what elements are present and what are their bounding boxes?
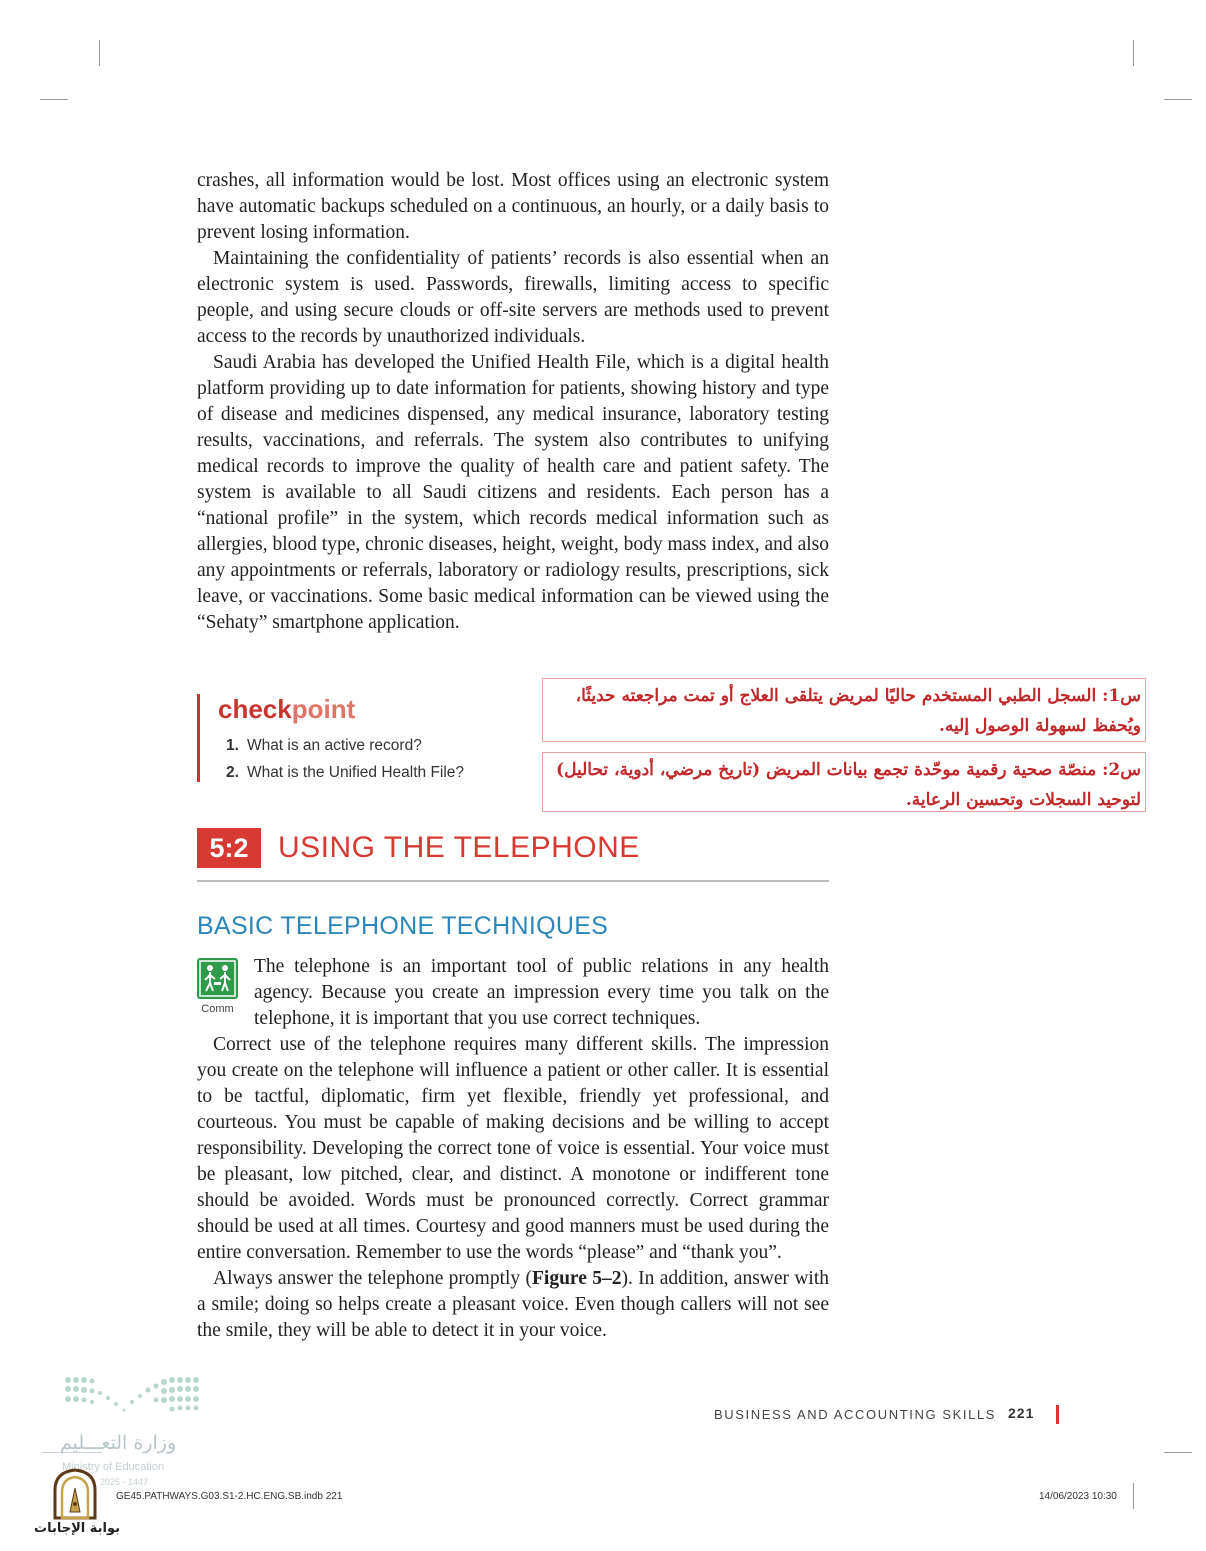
checkpoint-title: checkpoint — [218, 694, 356, 724]
body-text-top — [197, 168, 829, 636]
communication-icon — [197, 958, 238, 999]
crop-mark-top-left-h — [40, 99, 68, 100]
paragraph-backups: crashes, all information would be lost. Most offices using an electronic system have automatic backups scheduled on a continuous, an hourly, or a daily basis to prevent losing information. — [197, 170, 829, 243]
gateway-name: بوابة الإجابات — [34, 1521, 120, 1536]
ministry-name-english: Ministry of Education — [62, 1461, 165, 1473]
checkpoint-questions — [226, 732, 548, 786]
checkpoint-question-2: 2. What is the Unified Health File? — [226, 764, 465, 781]
crop-mark-top-right-h — [1164, 99, 1192, 100]
paragraph-unified-health-file: Saudi Arabia has developed the Unified Health File, which is a digital health platform providing up to date information for patients, showing history and type of disease and medicines dispensed, any medical insurance, laboratory testing results, vaccinations, and referrals. The system also contributes to unifying medical records to improve the quality of health care and patient safety. The system is available to all Saudi citizens and residents. Each person has a “national profile” in the system, which records medical information such as allergies, blood type, chronic diseases, height, weight, body mass index, and also any appointments or referrals, laboratory or radiology results, prescriptions, sick leave, or vaccinations. Some basic medical information can be viewed using the “Sehaty” smartphone application. — [197, 352, 829, 633]
print-slug-date: 14/06/2023 10:30 — [1039, 1491, 1117, 1502]
crop-mark-bottom-right-h — [1164, 1452, 1192, 1453]
paragraph-correct-use: Correct use of the telephone requires many different skills. The impression you create on the telephone will influence a patient or other caller. It is essential to be tactful, diplomatic, firm yet flexible, friendly yet professional, and courteous. You must be capable of making decisions and be willing to accept responsibility. Developing the correct tone of voice is essential. Your voice must be pleasant, low pitched, clear, and distinct. A monotone or indifferent tone should be avoided. Words must be pronounced correctly. Correct grammar should be used at all times. Courtesy and good manners must be used during the entire conversation. Remember to use the words “please” and “thank you”. — [197, 1034, 829, 1263]
ministry-name-arabic: وزارة التعـــليم — [60, 1432, 177, 1454]
checkpoint-question-1: 1. What is an active record? — [226, 737, 422, 754]
print-slug-filename: GE45.PATHWAYS.G03.S1-2.HC.ENG.SB.indb 221 — [116, 1491, 343, 1502]
figure-reference: Figure 5–2 — [532, 1268, 622, 1289]
section-number: 5:2 — [197, 828, 261, 868]
body-text-main — [197, 1032, 829, 1344]
page-number: 221 — [1008, 1405, 1035, 1421]
communication-label: Comm — [201, 1003, 234, 1015]
running-footer: BUSINESS AND ACCOUNTING SKILLS — [714, 1407, 997, 1422]
section-title: USING THE TELEPHONE — [278, 831, 640, 864]
gateway-logo-icon — [50, 1468, 100, 1520]
checkpoint-box — [197, 694, 548, 782]
answer-box-1: س1: السجل الطبي المستخدم حاليًا لمريض يتلقى العلاج أو تمت مراجعته حديثًا، ويُحفظ لسهولة الوصول إليه. — [542, 678, 1146, 742]
comm-paragraph-wrap — [254, 954, 829, 1032]
paragraph-answer-promptly: Always answer the telephone promptly (Figure 5–2). In addition, answer with a smile; doing so helps create a pleasant voice. Even though callers will not see the smile, they will be able to detect it in your voice. — [197, 1268, 829, 1341]
crop-mark-top-left-v — [99, 40, 100, 66]
page-number-bar — [1056, 1405, 1059, 1424]
subheading: BASIC TELEPHONE TECHNIQUES — [197, 912, 609, 940]
answer-box-2: س2: منصّة صحية رقمية موحّدة تجمع بيانات المريض (تاريخ مرضي، أدوية، تحاليل) لتوحيد السجلات وتحسين الرعاية. — [542, 752, 1146, 812]
crop-mark-top-right-v — [1133, 40, 1134, 66]
paragraph-confidentiality: Maintaining the confidentiality of patients’ records is also essential when an electronic system is used. Passwords, firewalls, limiting access to specific people, and using secure clouds or off-site servers are methods used to prevent access to the records by unauthorized individuals. — [197, 248, 829, 347]
ministry-year: 2025 - 1447 — [100, 1477, 149, 1487]
section-heading — [197, 828, 829, 882]
paragraph-telephone-tool: The telephone is an important tool of public relations in any health agency. Because you create an impression every time you talk on the telephone, it is important that you use correct techniques. — [254, 956, 829, 1029]
crop-mark-bottom-right-v — [1133, 1483, 1134, 1509]
